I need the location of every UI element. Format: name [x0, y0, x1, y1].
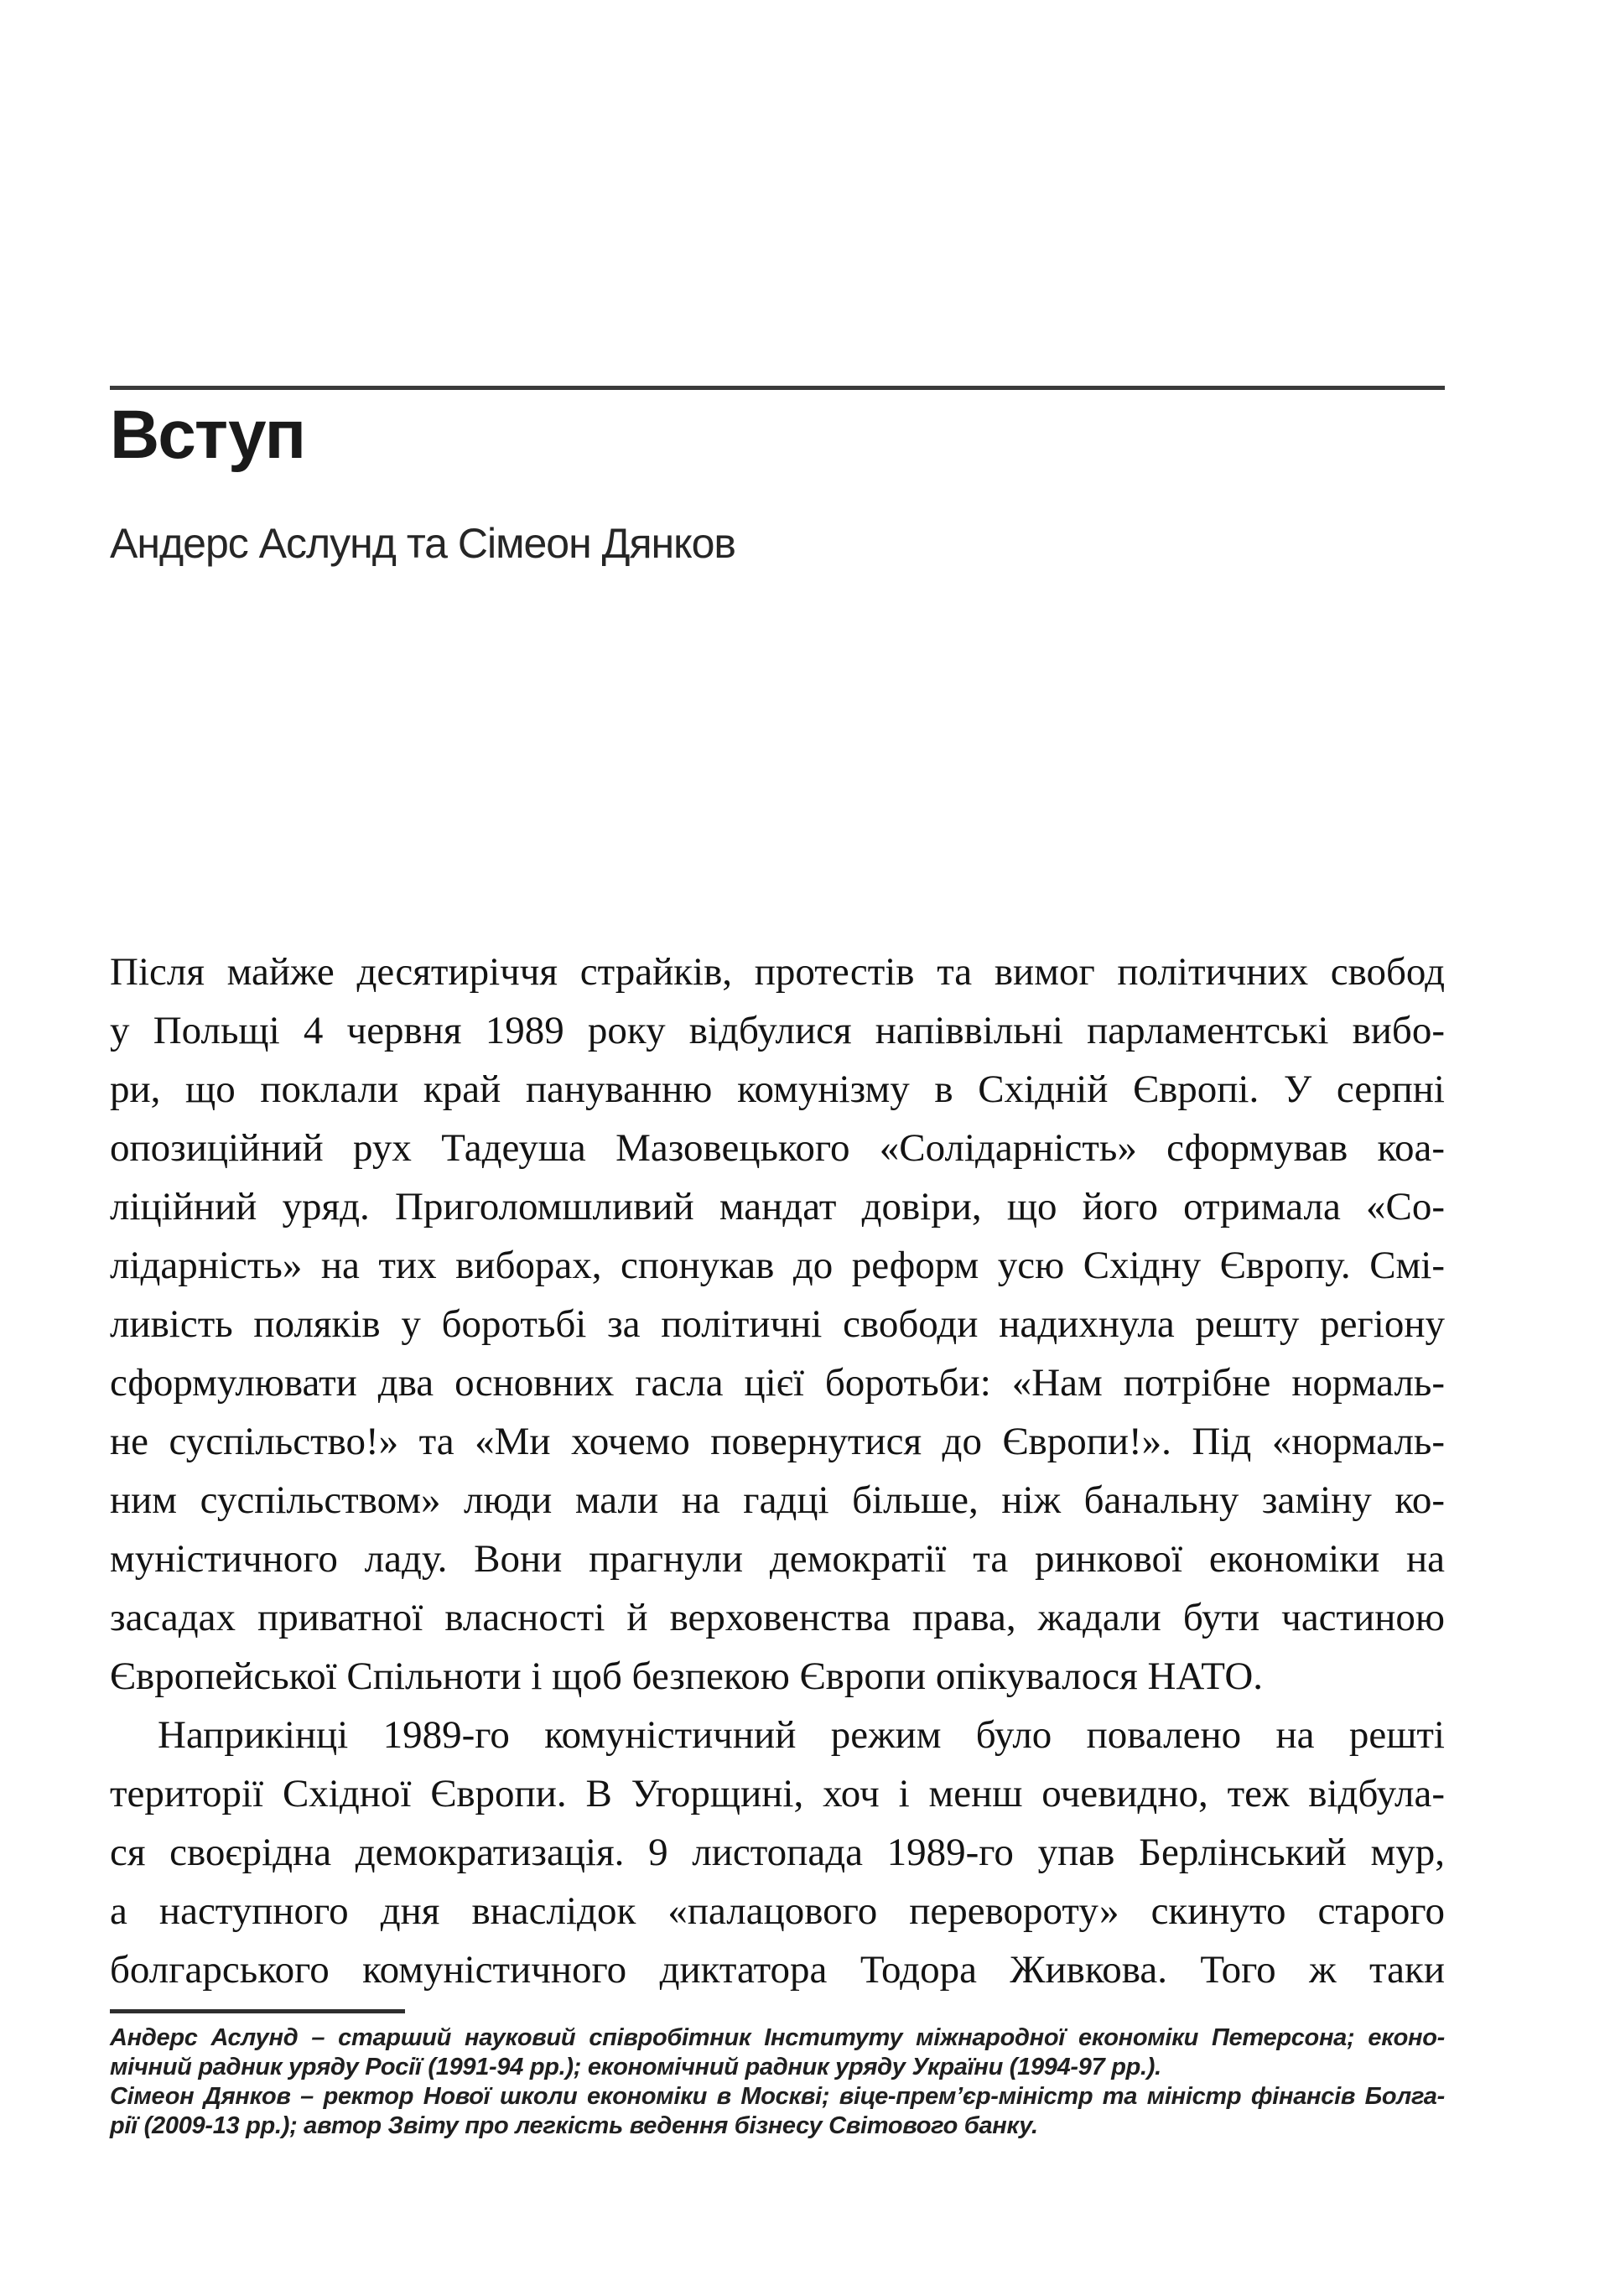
text-line: ливість поляків у боротьбі за політичні свободи надихнула решту регіону: [110, 1302, 1445, 1346]
text-line: території Східної Європи. В Угорщині, хоч і менш очевидно, теж відбула-: [110, 1772, 1445, 1816]
paragraph: [110, 2082, 1445, 2141]
text-line: ним суспільством» люди мали на гадці більше, ніж банальну заміну ко-: [110, 1478, 1445, 1522]
text-line: а наступного дня внаслідок «палацового перевороту» скинуто старого: [110, 1889, 1445, 1933]
text-line: у Польщі 4 червня 1989 року відбулися напіввільні парламентські вибо-: [110, 1009, 1445, 1052]
text-line: Після майже десятиріччя страйків, протестів та вимог політичних свобод: [110, 950, 1445, 994]
body-text: [110, 943, 1445, 1999]
text-line: лідарність» на тих виборах, спонукав до реформ усю Східну Європу. Смі-: [110, 1244, 1445, 1287]
paragraph: [110, 1706, 1445, 1999]
text-line: мічний радник уряду Росії (1991-94 рр.); економічний радник уряду України (1994-97 рр.).: [110, 2054, 1161, 2080]
paragraph: [110, 943, 1445, 1706]
text-line: не суспільство!» та «Ми хочемо повернутися до Європи!». Під «нормаль-: [110, 1420, 1445, 1463]
text-line: Сімеон Дянков – ректор Нової школи економіки в Москві; віце-прем’єр-міністр та міністр фінансів Болга-: [110, 2083, 1445, 2110]
footnote-rule: [110, 2009, 405, 2013]
paragraph: [110, 2023, 1445, 2082]
text-line: Андерс Аслунд – старший науковий співробітник Інституту міжнародної економіки Петерсона; еконо-: [110, 2024, 1445, 2051]
text-line: рії (2009-13 рр.); автор Звіту про легкість ведення бізнесу Світового банку.: [110, 2112, 1038, 2139]
chapter-title: Вступ: [110, 397, 305, 473]
text-line: болгарського комуністичного диктатора Тодора Живкова. Того ж таки: [110, 1948, 1445, 1992]
title-rule: [110, 386, 1445, 390]
footnotes: [110, 2023, 1445, 2141]
text-line: муністичного ладу. Вони прагнули демократії та ринкової економіки на: [110, 1537, 1445, 1581]
text-line: ліційний уряд. Приголомшливий мандат довіри, що його отримала «Со-: [110, 1185, 1445, 1229]
page-content: [110, 0, 1445, 2296]
text-line: ся своєрідна демократизація. 9 листопада 1989-го упав Берлінський мур,: [110, 1831, 1445, 1874]
text-line: сформулювати два основних гасла цієї боротьби: «Нам потрібне нормаль-: [110, 1361, 1445, 1405]
text-line: ри, що поклали край пануванню комунізму в Східній Європі. У серпні: [110, 1067, 1445, 1111]
text-line: Європейської Спільноти і щоб безпекою Європи опікувалося НАТО.: [110, 1654, 1264, 1698]
text-line: Наприкінці 1989-го комуністичний режим було повалено на решті: [158, 1713, 1445, 1757]
text-line: опозиційний рух Тадеуша Мазовецького «Солідарність» сформував коа-: [110, 1126, 1445, 1170]
byline: Андерс Аслунд та Сімеон Дянков: [110, 520, 735, 567]
text-line: засадах приватної власності й верховенства права, жадали бути частиною: [110, 1596, 1445, 1639]
